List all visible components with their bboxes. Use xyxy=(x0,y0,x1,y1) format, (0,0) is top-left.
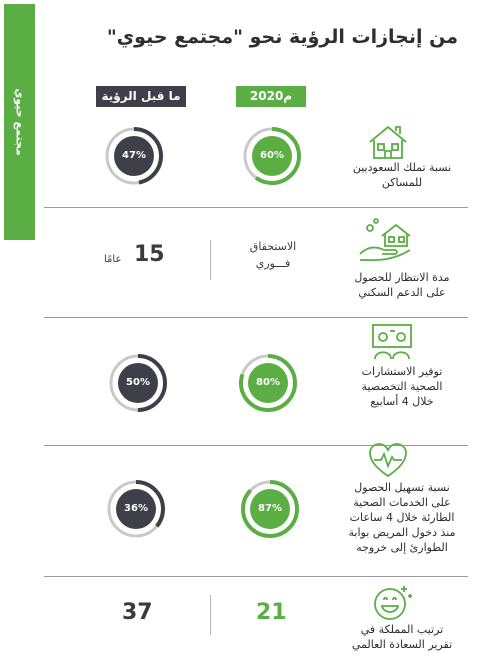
happiness-rank-before: 37 xyxy=(122,600,153,625)
happiness-rank-now: 21 xyxy=(256,600,287,625)
instant-eligibility: الاستحقاق فـــوري xyxy=(249,240,297,270)
ring-value: 80% xyxy=(256,377,280,388)
row-divider xyxy=(44,207,468,208)
row-5-label: ترتيب المملكة في تقرير السعادة العالمي xyxy=(351,623,453,651)
row-3-label: توفير الاستشارات الصحية التخصصية خلال 4 أسابيع xyxy=(361,365,443,408)
wait-years-value: 15 xyxy=(134,242,165,267)
side-tab-label: مجتمع حيوي xyxy=(13,88,26,156)
ring-before-row-4 xyxy=(108,481,164,537)
ring-value: 87% xyxy=(258,503,282,514)
hand-house-icon xyxy=(356,216,416,264)
house-icon xyxy=(366,122,410,162)
column-separator xyxy=(210,240,211,280)
ring-now-row-4 xyxy=(242,481,298,537)
wait-years-unit: عامًا xyxy=(104,254,122,265)
column-separator xyxy=(210,595,211,635)
ring-before-row-3 xyxy=(110,355,166,411)
ring-now-row-1 xyxy=(244,128,300,184)
row-2-label: مدة الانتظار للحصول على الدعم السكني xyxy=(354,271,450,299)
ring-value: 36% xyxy=(124,503,148,514)
consultation-icon xyxy=(370,322,414,362)
heart-pulse-icon xyxy=(366,440,410,480)
ring-before-row-1 xyxy=(106,128,162,184)
side-tab xyxy=(4,4,35,240)
ring-value: 47% xyxy=(122,150,146,161)
row-divider xyxy=(44,317,468,318)
row-divider xyxy=(44,576,468,577)
header-2020: 2020م xyxy=(236,86,306,107)
smile-icon xyxy=(370,582,414,622)
ring-value: 60% xyxy=(260,150,284,161)
ring-now-row-3 xyxy=(240,355,296,411)
page-title: من إنجازات الرؤية نحو "مجتمع حيوي" xyxy=(106,26,458,48)
header-before-vision: ما قبل الرؤية xyxy=(96,86,186,107)
row-4-label: نسبة تسهيل الحصول على الخدمات الصحية الطارئة خلال 4 ساعات منذ دخول المريض بوابة الطوارئ إلى خروجه xyxy=(348,481,456,554)
row-1-label: نسبة تملك السعوديين للمساكن xyxy=(352,161,452,189)
ring-value: 50% xyxy=(126,377,150,388)
